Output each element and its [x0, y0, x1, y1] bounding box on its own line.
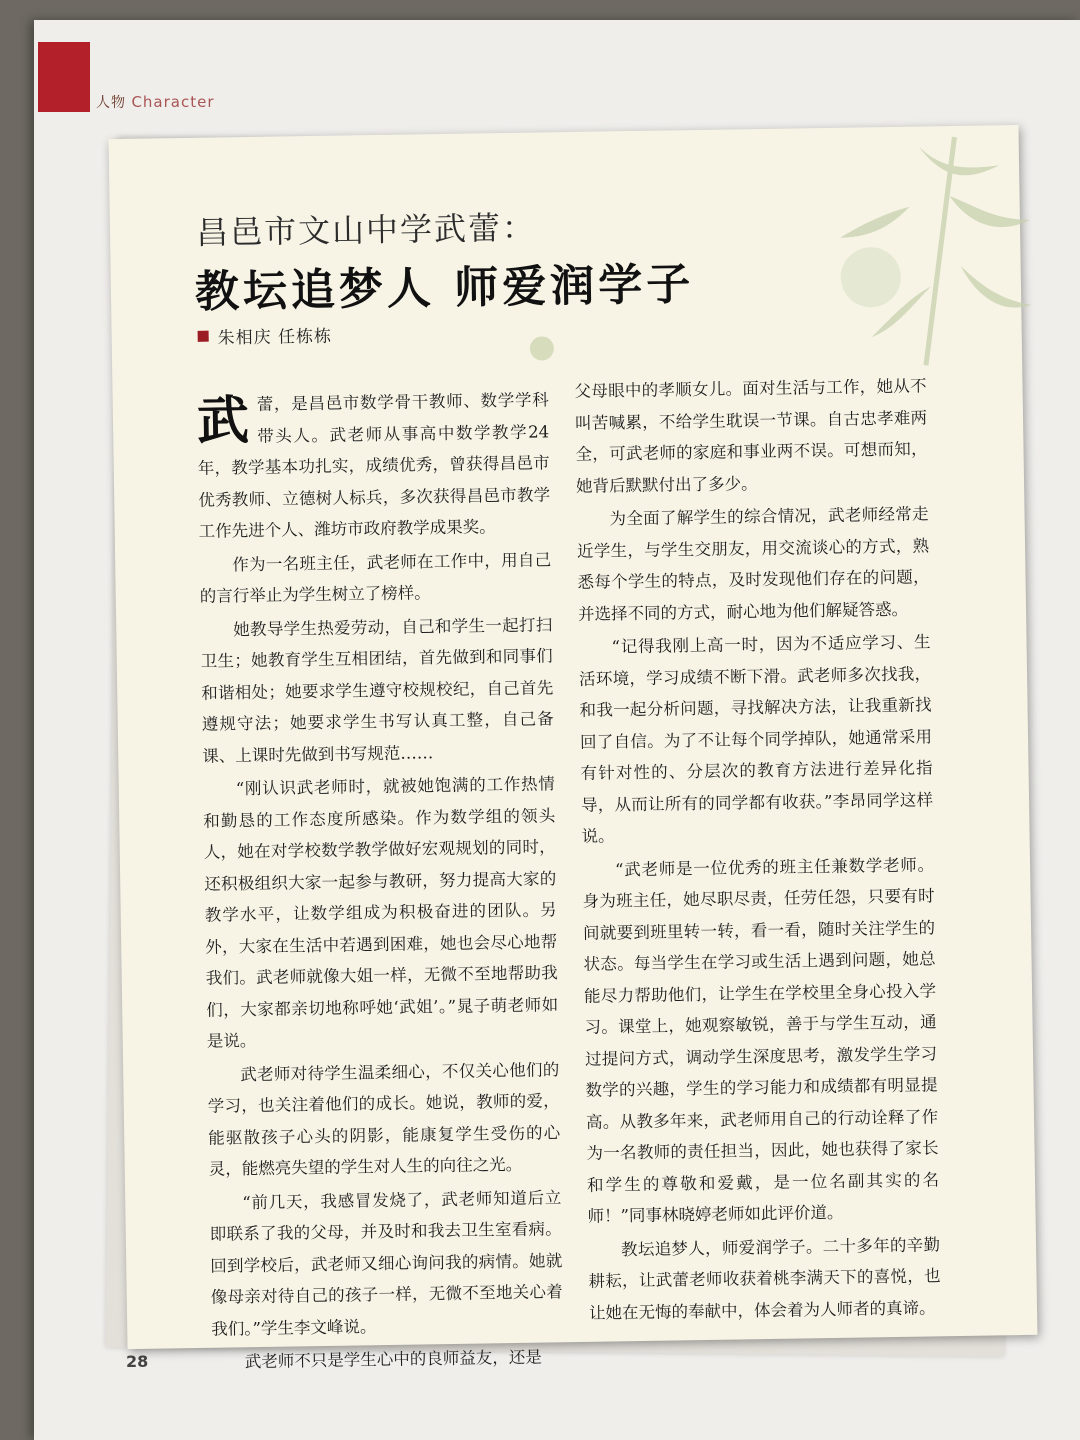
section-label-en: Character	[131, 93, 215, 111]
drop-cap: 武	[196, 390, 250, 452]
page-number: 28	[126, 1352, 149, 1371]
paragraph: 武蕾，是昌邑市数学骨干教师、数学学科带头人。武老师从事高中数学教学24年，教学基本功扎实，成绩优秀，曾获得昌邑市优秀教师、立德树人标兵，多次获得昌邑市教学工作先进个人、潍坊市政府教学成果奖。	[196, 390, 551, 541]
bamboo-decoration-icon	[798, 125, 1042, 369]
paragraph: 教坛追梦人，师爱润学子。二十多年的辛勤耕耘，让武蕾老师收获着桃李满天下的喜悦，也让她在无悔的奉献中，体会着为人师者的真谛。	[588, 1234, 941, 1323]
paragraph: “前几天，我感冒发烧了，武老师知道后立即联系了我的父母，并及时和我去卫生室看病。回到学校后，武老师又细心询问我的病情。她就像母亲对待自己的孩子一样，无微不至地关心着我们。”学生李文峰说。	[209, 1187, 563, 1339]
article-column-left	[197, 384, 565, 1380]
article-title-line2: 教坛追梦人 师爱润学子	[194, 259, 695, 318]
paragraph: 武老师对待学生温柔细心，不仅关心他们的学习，也关注着他们的成长。她说，教师的爱，能驱散孩子心头的阴影，能康复学生受伤的心灵，能燃亮失望的学生对人生的向往之光。	[207, 1059, 561, 1179]
article-title-line1: 昌邑市文山中学武蕾：	[195, 208, 537, 252]
paragraph: 武老师不只是学生心中的良师益友，还是	[244, 1347, 542, 1372]
section-label	[96, 92, 215, 112]
paragraph: “武老师是一位优秀的班主任兼数学老师。身为班主任，她尽职尽责，任劳任怨，只要有时间就要到班里转一转，看一看，随时关注学生的状态。每当学生在学习或生活上遇到问题，她总能尽力帮助他们，让学生在学校里全身心投入学习。课堂上，她观察敏锐，善于与学生互动，通过提问方式，调动学生深度思考，激发学生学习数学的兴趣，学生的学习能力和成绩都有明显提高。从教多年来，武老师用自己的行动诠释了作为一名教师的责任担当，因此，她也获得了家长和学生的尊敬和爱戴，是一位名副其实的名师！”同事林晓婷老师如此评价道。	[582, 854, 940, 1226]
paragraph: 为全面了解学生的综合情况，武老师经常走近学生，与学生交朋友，用交流谈心的方式，熟悉每个学生的特点，及时发现他们存在的问题，并选择不同的方式，耐心地为他们解疑答惑。	[576, 504, 930, 624]
section-color-tab	[38, 42, 90, 112]
paragraph: 父母眼中的孝顺女儿。面对生活与工作，她从不叫苦喊累，不给学生耽误一节课。自古忠孝难两全，可武老师的家庭和事业两不误。可想而知，她背后默默付出了多少。	[574, 376, 928, 496]
article-authors: 朱相庆 任栋栋	[217, 326, 333, 349]
author-marker	[198, 331, 209, 342]
paragraph: “刚认识武老师时，就被她饱满的工作热情和勤恳的工作态度所感染。作为数学组的领头人，她在对学校数学教学做好宏观规划的同时，还积极组织大家一起参与教研，努力提高大家的教学水平，让数学组成为积极奋进的团队。另外，大家在生活中若遇到困难，她也会尽心地帮我们。武老师就像大姐一样，无微不至地帮助我们，大家都亲切地称呼她‘武姐’。”晁子萌老师如是说。	[203, 774, 559, 1051]
decor-dot	[530, 336, 554, 360]
paragraph: “记得我刚上高一时，因为不适应学习、生活环境，学习成绩不断下滑。武老师多次找我，和我一起分析问题，寻找解决方法，让我重新找回了自信。为了不让每个同学掉队，她通常采用有针对性的、分层次的教育方法进行差异化指导，从而让所有的同学都有收获。”李昂同学这样说。	[578, 632, 934, 846]
article-column-right	[574, 370, 941, 1330]
paragraph: 作为一名班主任，武老师在工作中，用自己的言行举止为学生树立了榜样。	[199, 549, 552, 606]
paragraph: 她教导学生热爱劳动，自己和学生一起打扫卫生；她教育学生互相团结，首先做到和同事们和谐相处；她要求学生遵守校规校纪，自己首先遵规守法；她要求学生书写认真工整，自己备课、上课时先做到书写规范……	[200, 614, 554, 766]
section-label-cn: 人物	[96, 95, 126, 111]
